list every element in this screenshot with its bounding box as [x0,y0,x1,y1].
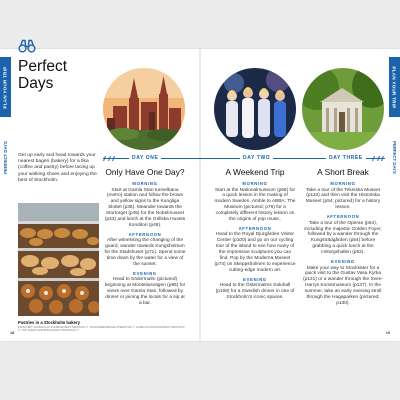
day-one-column [104,167,186,307]
day-three-heading: A Short Break [317,167,369,177]
day-two-heading: A Weekend Trip [225,167,285,177]
page-gutter [199,49,201,341]
day-text: Take a tour of the Tekniska Museet (p110) and then visit the Historiska Museet (p54; pictured) for a history lesson. [305,187,381,211]
day-text: Start at the Nationalmuseum (p66) for a quick lesson in the making of modern Sweden. Amble to ABBA: The Museum (pictured; p79) for a completely different history lesson on the origins of pop music. [214,187,296,223]
day-text: Head to the Royal Djurgården Visitor Center (p100) and go on our cycling tour of the island to see how many of the impressive sculptures you can find. Pop by the Moderna Museet (p74) on Skeppsholmen to experience cutting-edge modern art. [214,232,296,273]
page-title: Perfect Days [18,58,68,92]
day-tag-two: DAY TWO [240,155,273,162]
time-label: EVENING [243,276,267,282]
time-label: MORNING [132,181,158,186]
time-label: MORNING [242,181,268,186]
photo-abba-museum [214,68,296,150]
day-text: Head to the Östermalms Saluhall (p108) for a Swedish dinner in one of Stockholm's iconic spaces. [215,283,295,301]
time-label: EVENING [331,259,355,265]
intro-text: Get up early and head towards your nearest bageri (bakery) for a fika (coffee and pastry) before lacing up your walking shoes and enjoying the best of Stockholm. [18,153,97,183]
day-one-heading: Only Have One Day? [105,167,185,177]
tab-plan-your-trip-left[interactable]: PLAN YOUR TRIP [0,57,11,117]
day-text: Start at Gamla Stan tunnelbana (metro) station and follow the brown and yellow signs to the Kungliga Slottet (p38). Meander towards the Stortorget (p45) for the Nobelmuseet (p43) and lunch at the Grillska Husets Konditori (p48). [104,187,186,228]
day-tag-one: DAY ONE [129,155,161,162]
day-three-column [302,167,384,307]
day-text: Take a tour of the Operan (p54), including the majestic Golden Foyer, followed by a wander through the Kungsträdgården (p54) before grabbing a quick lunch at the Hötorgshallen (p62). [304,220,382,256]
time-label: AFTERNOON [238,225,272,231]
day-text: Head to Södermalm (pictured) beginning at Monteliusvägen (p95) for views over Gamla Stan, followed by dinner or joining the locals for a sip at a bar. [104,277,186,306]
binoculars-icon [18,39,36,53]
day-text: Make your way to Stocksäter for a quick visit to the Gustav Vasa Kyrka (p131) or a wander through the Sven-Harrys Konstmuseum (p137). In the summer, take an early evening stroll through the Hagaparken (pictured; p130). [303,265,383,306]
time-label: AFTERNOON [326,214,360,220]
day-tag-three: DAY THREE [326,155,366,162]
divider-slashes-icon [373,156,385,161]
page-number-right: 19 [385,331,390,335]
tab-plan-your-trip-right[interactable]: PLAN YOUR TRIP [389,57,400,117]
day-two-column [214,167,296,301]
section-label-left: PERFECT DAYS [3,140,9,174]
bakery-photo [18,203,99,316]
photo-caption: Pastries in a Stockholm bakery [18,320,80,325]
day-text: After witnessing the changing of the guard, wander towards Kungsholmen for the Stadshuset (p71). Spend some time down by the water for a view of the sunset. [104,238,186,267]
photo-stockholm-skyline [103,68,185,150]
photo-hagaparken-pavilion [302,68,384,150]
divider-slashes-icon [104,156,116,161]
time-label: EVENING [133,270,157,276]
photo-credits: FROM LEFT: JOAKIM LLOYD RABOFF/SHUTTERSTOCK ©, ROCKSWEETER/SHUTTERSTOCK ©, ALSEN GUSTAVSSON/SHUTTERSTOCK ©; TOP: ELENA SHCHIPKOVA/SHUTTERSTOCK © [18,326,185,333]
page-number-left: 18 [10,331,15,335]
time-label: AFTERNOON [128,231,162,237]
section-label-right: PERFECT DAYS [392,140,398,174]
time-label: MORNING [330,181,356,186]
